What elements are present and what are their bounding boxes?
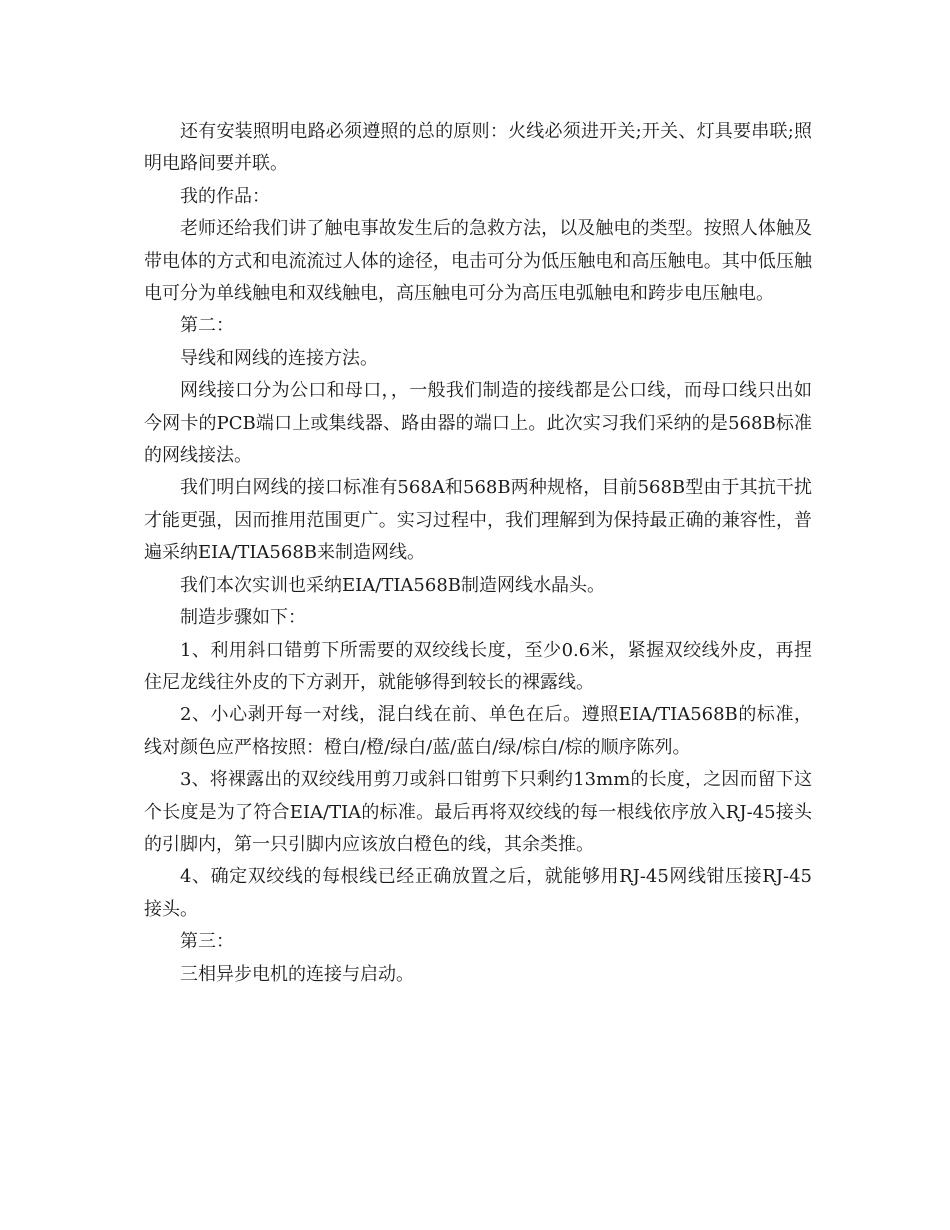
section-heading-second: 第二： xyxy=(180,315,234,337)
paragraph-network-ports: 网线接口分为公口和母口，，一般我们制造的接线都是公口线，而母口线只出如今网卡的PCB端口上或集线器、路由器的端口上。此次实习我们采纳的是568B标准的网线接法。 xyxy=(144,380,812,467)
paragraph-my-work: 我的作品： xyxy=(180,185,270,207)
paragraph-step-1: 1、利用斜口错剪下所需要的双绞线长度，至少0.6米，紧握双绞线外皮，再捏住尼龙线往外皮的下方剥开，就能够得到较长的裸露线。 xyxy=(144,639,812,693)
paragraph-step-2: 2、小心剥开每一对线，混白线在前、单色在后。遵照EIA/TIA568B的标准，线对颜色应严格按照：橙白/橙/绿白/蓝/蓝白/绿/棕白/棕的顺序陈列。 xyxy=(144,704,812,758)
document-body xyxy=(144,116,812,991)
paragraph-lighting-principle: 还有安装照明电路必须遵照的总的原则：火线必须进开关;开关、灯具要串联;照明电路间要并联。 xyxy=(144,121,812,175)
section-heading-third: 第三： xyxy=(180,931,234,953)
paragraph-rj45: 我们本次实训也采纳EIA/TIA568B制造网线水晶头。 xyxy=(180,574,606,596)
paragraph-steps-heading: 制造步骤如下： xyxy=(180,607,306,629)
paragraph-standards: 我们明白网线的接口标准有568A和568B两种规格，目前568B型由于其抗干扰才能更强，因而推用范围更广。实习过程中，我们理解到为保持最正确的兼容性，普遍采纳EIA/TIA568B来制造网线。 xyxy=(144,477,812,564)
paragraph-wire-connection: 导线和网线的连接方法。 xyxy=(180,347,378,369)
paragraph-step-3: 3、将裸露出的双绞线用剪刀或斜口钳剪下只剩约13mm的长度，之因而留下这个长度是为了符合EIA/TIA的标准。最后再将双绞线的每一根线依序放入RJ-45接头的引脚内，第一只引脚内应该放白橙色的线，其余类推。 xyxy=(144,769,812,855)
paragraph-motor: 三相异步电机的连接与启动。 xyxy=(180,963,414,985)
paragraph-electric-shock: 老师还给我们讲了触电事故发生后的急救方法，以及触电的类型。按照人体触及带电体的方式和电流流过人体的途径，电击可分为低压触电和高压触电。其中低压触电可分为单线触电和双线触电，高压触电可分为高压电弧触电和跨步电压触电。 xyxy=(144,218,812,305)
paragraph-step-4: 4、确定双绞线的每根线已经正确放置之后，就能够用RJ-45网线钳压接RJ-45接头。 xyxy=(144,866,812,920)
